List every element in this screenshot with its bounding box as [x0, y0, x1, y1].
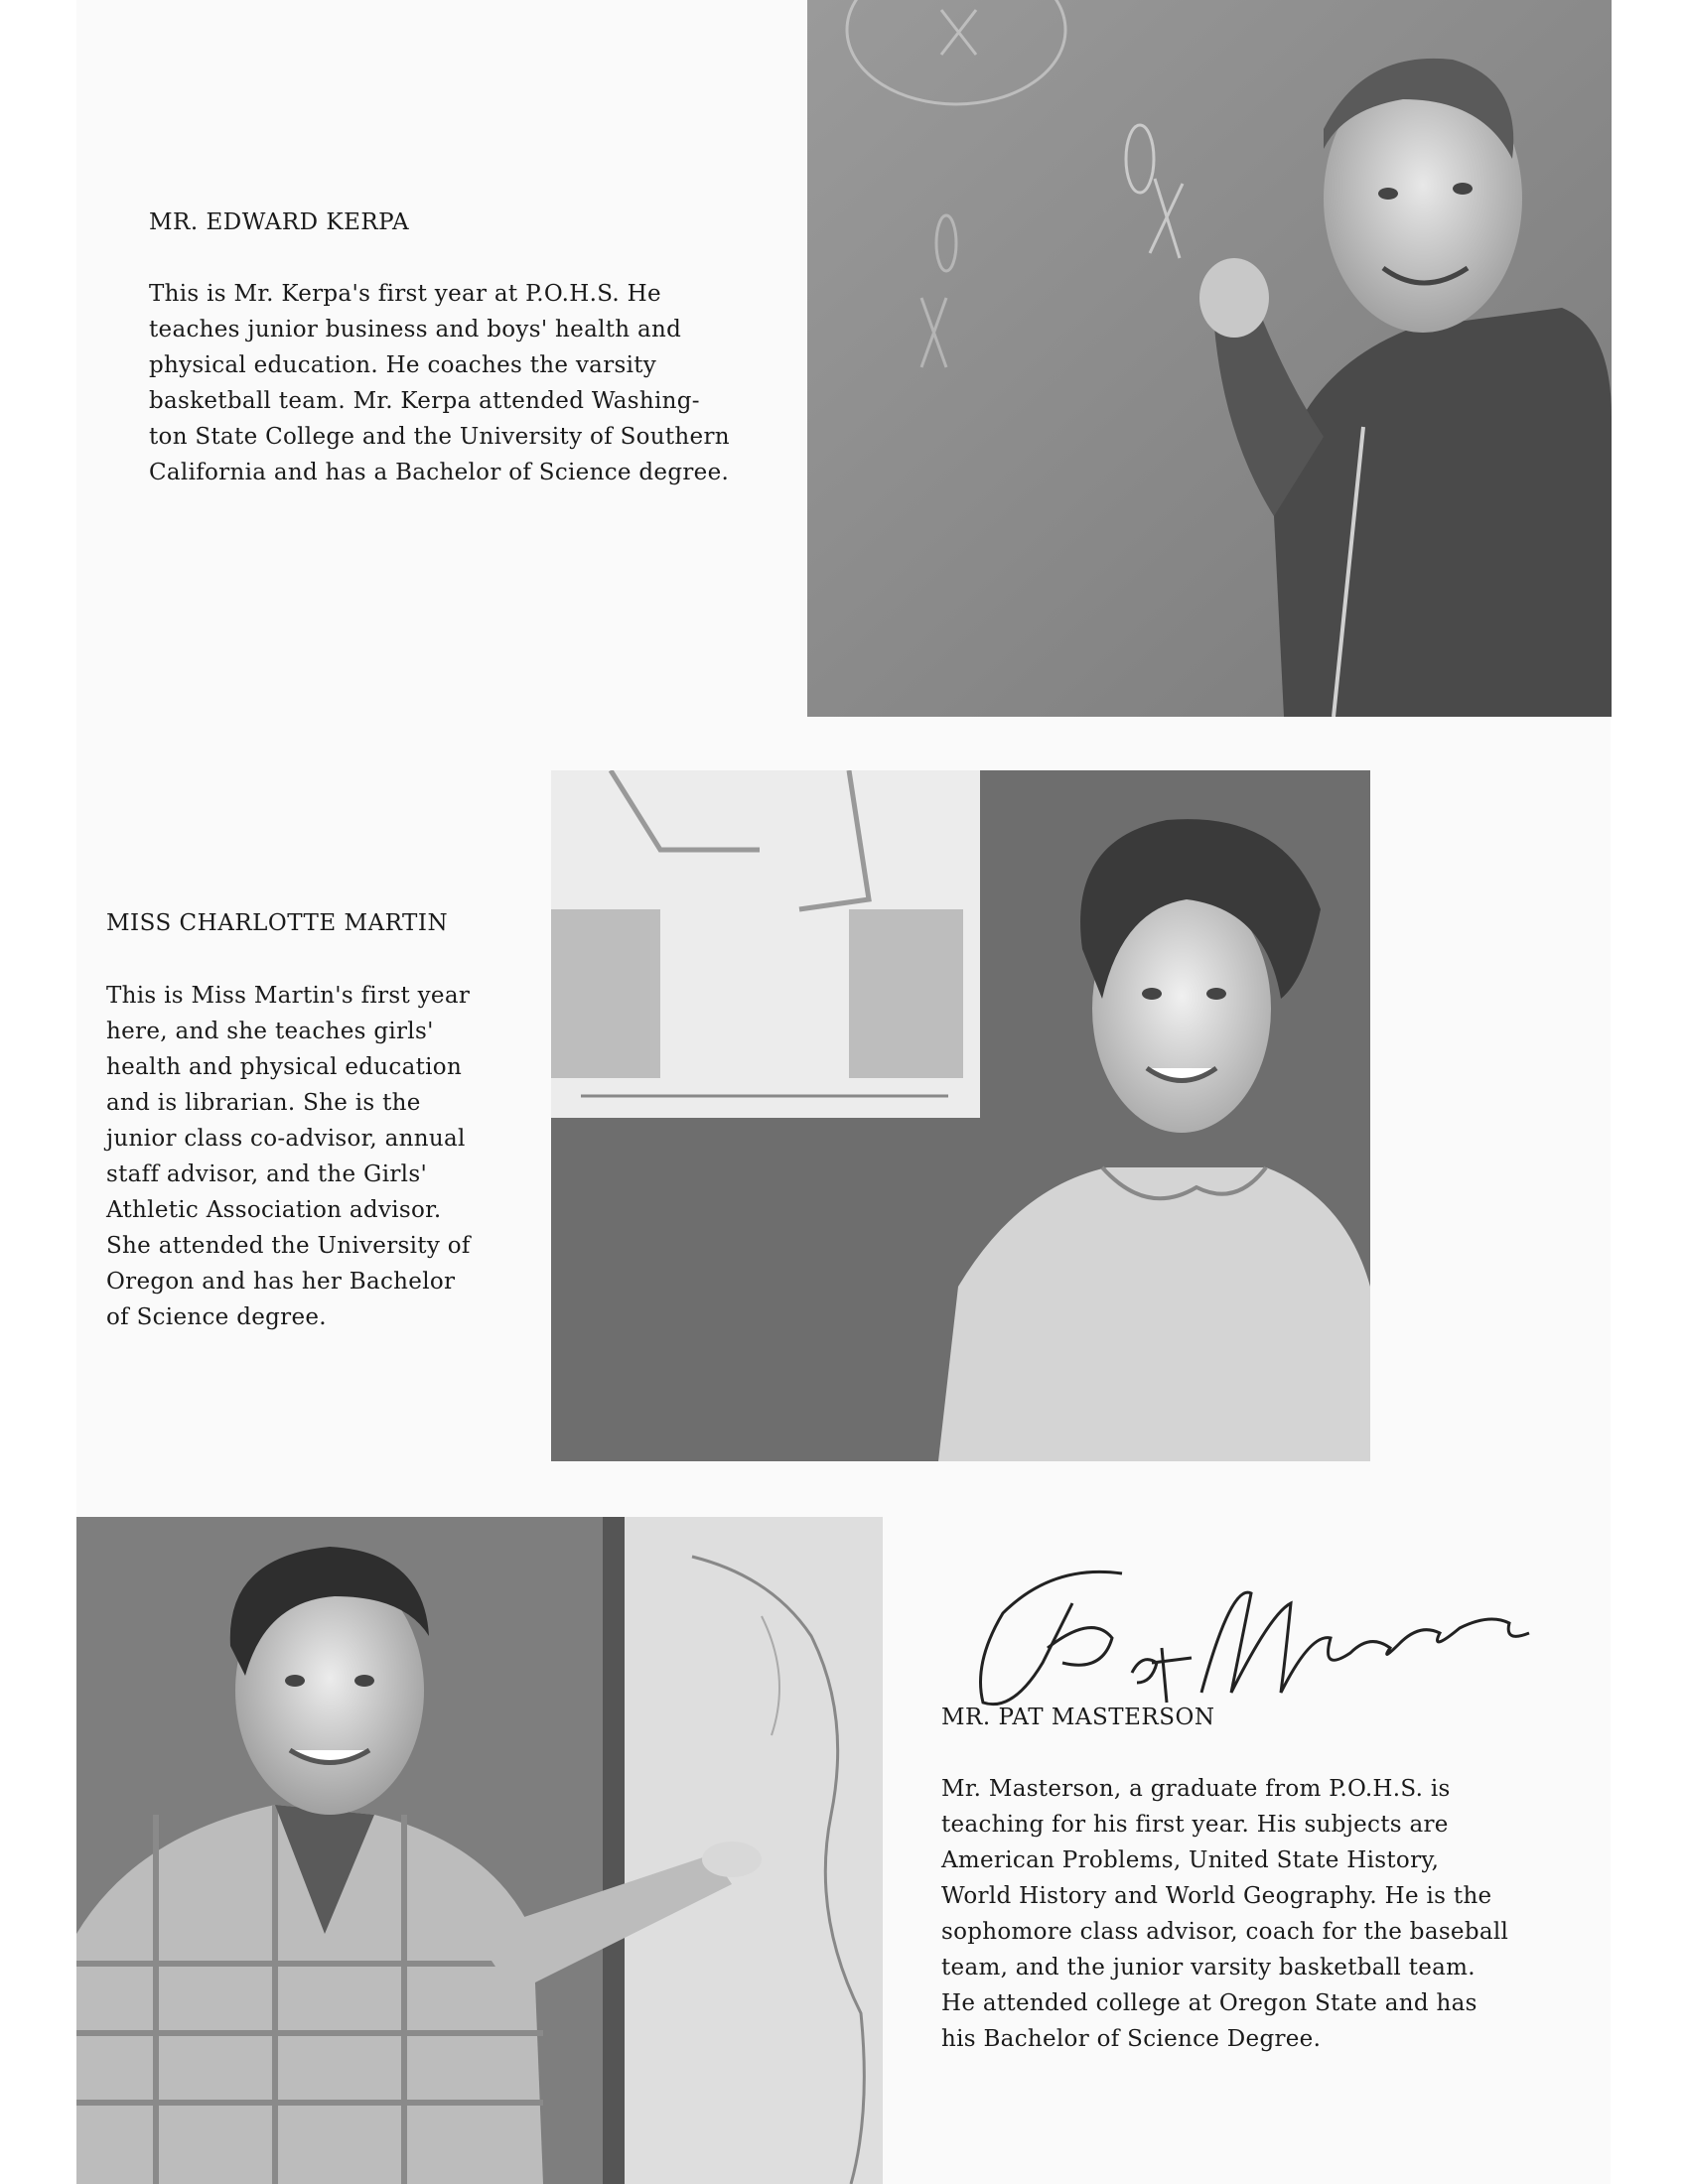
teacher-bio-kerpa: [149, 276, 730, 490]
bio-line: California and has a Bachelor of Science degree.: [149, 460, 730, 485]
teacher-with-poster-photo: [551, 770, 1370, 1461]
teacher-bio-masterson: [941, 1771, 1508, 2057]
teacher-at-map-photo: [76, 1517, 883, 2184]
teacher-name-kerpa: MR. EDWARD KERPA: [149, 209, 410, 235]
bio-line: his Bachelor of Science Degree.: [941, 2026, 1322, 2052]
bio-line: basketball team. Mr. Kerpa attended Washing-: [149, 388, 700, 414]
signature: [953, 1554, 1549, 1722]
bio-line: Mr. Masterson, a graduate from P.O.H.S. is: [941, 1776, 1451, 1802]
bio-line: ton State College and the University of Southern: [149, 424, 730, 450]
bio-line: Oregon and has her Bachelor: [106, 1269, 456, 1295]
bio-line: health and physical education: [106, 1054, 463, 1080]
bio-line: team, and the junior varsity basketball team.: [941, 1955, 1476, 1980]
bio-line: staff advisor, and the Girls': [106, 1161, 428, 1187]
bio-line: World History and World Geography. He is the: [941, 1883, 1492, 1909]
bio-line: teaches junior business and boys' health and: [149, 317, 682, 342]
bio-line: junior class co-advisor, annual: [106, 1126, 466, 1152]
bio-line: teaching for his first year. His subjects are: [941, 1812, 1449, 1838]
bio-line: here, and she teaches girls': [106, 1019, 434, 1044]
bio-line: American Problems, United State History,: [941, 1847, 1440, 1873]
bio-line: This is Miss Martin's first year: [106, 983, 471, 1009]
bio-line: This is Mr. Kerpa's first year at P.O.H.S. He: [149, 281, 661, 307]
bio-line: physical education. He coaches the varsity: [149, 352, 657, 378]
teacher-name-martin: MISS CHARLOTTE MARTIN: [106, 910, 449, 936]
teacher-name-masterson: MR. PAT MASTERSON: [941, 1705, 1215, 1730]
bio-line: of Science degree.: [106, 1304, 327, 1330]
bio-line: She attended the University of: [106, 1233, 471, 1259]
teacher-at-chalkboard-photo: [807, 0, 1612, 717]
teacher-bio-martin: [106, 978, 471, 1335]
bio-line: and is librarian. She is the: [106, 1090, 421, 1116]
bio-line: Athletic Association advisor.: [106, 1197, 442, 1223]
bio-line: sophomore class advisor, coach for the baseball: [941, 1919, 1509, 1945]
bio-line: He attended college at Oregon State and has: [941, 1990, 1477, 2016]
